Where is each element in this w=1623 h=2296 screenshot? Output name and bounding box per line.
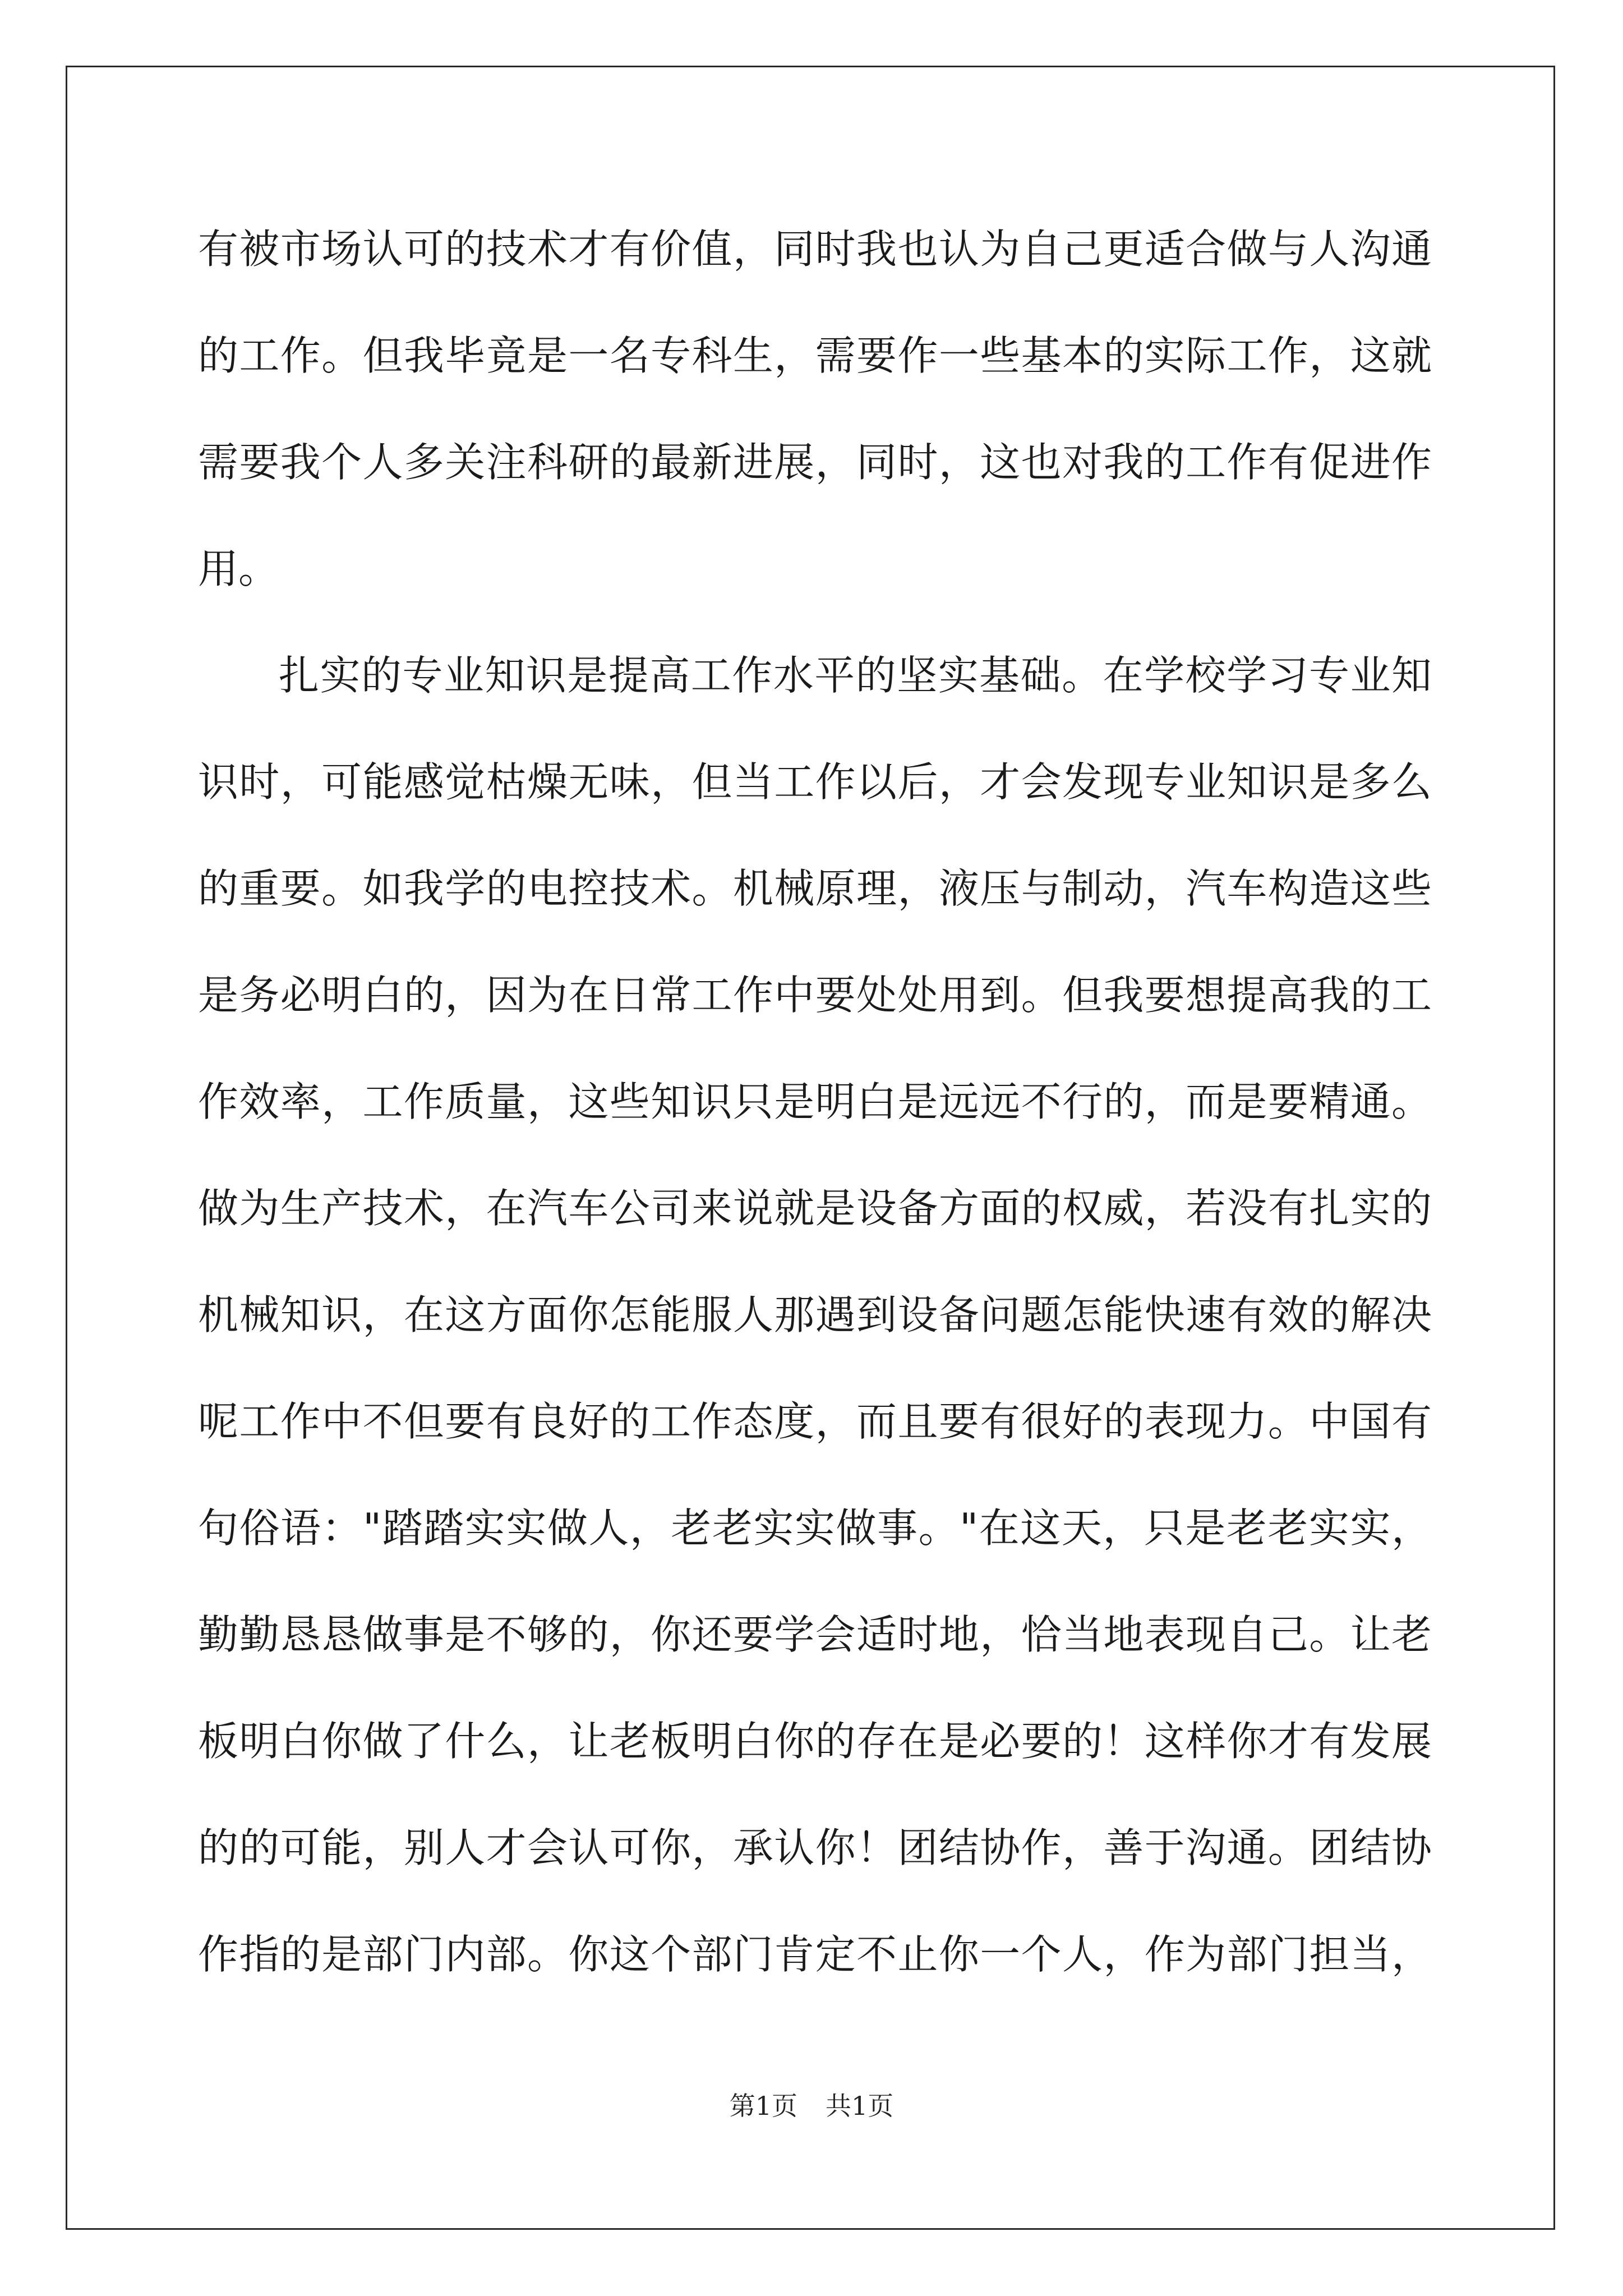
document-body xyxy=(198,215,1432,2027)
page-number: 第1页 xyxy=(729,2091,797,2121)
page-total: 共1页 xyxy=(826,2091,894,2121)
text-line: 识时，可能感觉枯燥无味，但当工作以后，才会发现专业知识是多么 xyxy=(198,758,1432,806)
text-line: 板明白你做了什么，让老板明白你的存在是必要的！这样你才有发展 xyxy=(198,1718,1432,1765)
text-line: 勤勤恳恳做事是不够的，你还要学会适时地，恰当地表现自己。让老 xyxy=(198,1611,1432,1658)
text-line: 句俗语："踏踏实实做人，老老实实做事。"在这天，只是老老实实， xyxy=(198,1504,1432,1552)
text-line: 用。 xyxy=(198,545,279,592)
paragraph-first-line: 扎实的专业知识是提高工作水平的坚实基础。在学校学习专业知 xyxy=(279,652,1432,699)
text-line: 作指的是部门内部。你这个部门肯定不止你一个人，作为部门担当， xyxy=(198,1931,1432,1978)
page-footer xyxy=(0,2086,1623,2123)
text-line: 有被市场认可的技术才有价值，同时我也认为自己更适合做与人沟通 xyxy=(198,226,1432,273)
text-line: 的的可能，别人才会认可你，承认你！团结协作，善于沟通。团结协 xyxy=(198,1824,1432,1871)
text-line: 呢工作中不但要有良好的工作态度，而且要有很好的表现力。中国有 xyxy=(198,1398,1432,1445)
text-line: 的重要。如我学的电控技术。机械原理，液压与制动，汽车构造这些 xyxy=(198,865,1432,912)
text-line: 的工作。但我毕竟是一名专科生，需要作一些基本的实际工作，这就 xyxy=(198,332,1432,379)
text-line: 做为生产技术，在汽车公司来说就是设备方面的权威，若没有扎实的 xyxy=(198,1185,1432,1232)
text-line: 需要我个人多关注科研的最新进展，同时，这也对我的工作有促进作 xyxy=(198,439,1432,486)
text-line: 是务必明白的，因为在日常工作中要处处用到。但我要想提高我的工 xyxy=(198,972,1432,1019)
text-line: 机械知识，在这方面你怎能服人那遇到设备问题怎能快速有效的解决 xyxy=(198,1291,1432,1338)
text-line: 作效率，工作质量，这些知识只是明白是远远不行的，而是要精通。 xyxy=(198,1078,1432,1125)
